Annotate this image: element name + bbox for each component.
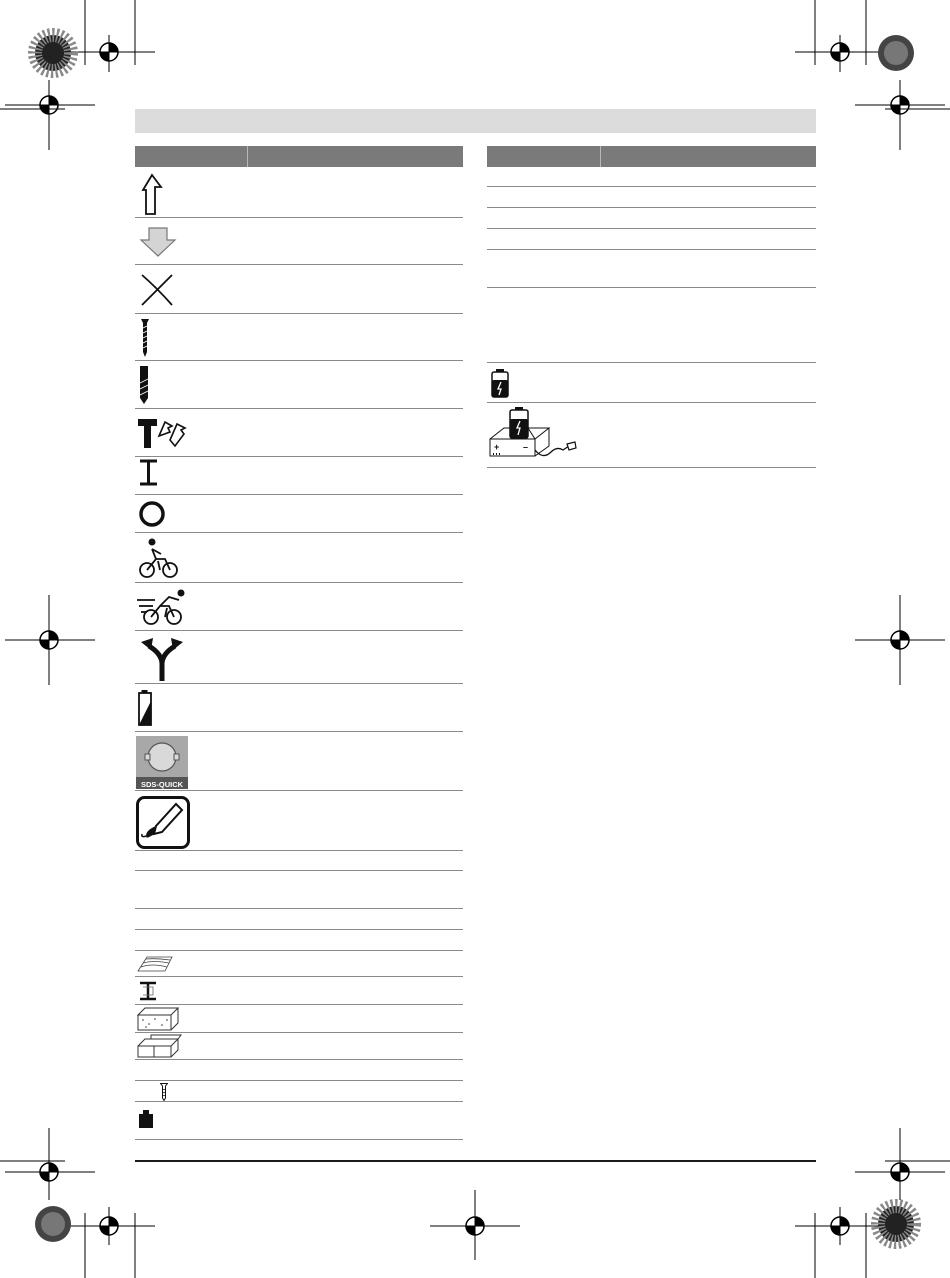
brick-material-icon [137, 1034, 183, 1058]
charger-minus-label: – [523, 442, 529, 452]
not-allowed-cross-icon [139, 272, 175, 308]
tool-insertion-arrow-icon [141, 173, 163, 217]
table-header [135, 146, 463, 167]
fast-speed-cyclist-icon [137, 588, 189, 626]
symbols-table-left [135, 146, 463, 1146]
screw-icon [140, 318, 150, 358]
table-header [487, 146, 816, 167]
wood-material-icon [137, 953, 173, 975]
slow-speed-cyclist-icon [138, 537, 178, 579]
battery-pack-icon [491, 368, 509, 398]
sds-quick-label: SDS-QUICK [140, 780, 184, 789]
rotation-direction-fork-icon [137, 636, 187, 682]
page-header-band [135, 109, 816, 133]
low-torque-icon [139, 459, 159, 487]
sds-quick-chuck-icon [136, 736, 188, 789]
battery-charge-icon [138, 689, 154, 727]
weight-icon [138, 1109, 154, 1129]
symbols-table-right [487, 146, 816, 471]
charger-with-battery-icon [489, 406, 579, 464]
footer-rule [135, 1160, 816, 1162]
drill-bit-icon [139, 365, 149, 405]
charger-plus-label: + [494, 442, 500, 452]
circle-mode-icon [138, 500, 166, 528]
steel-beam-material-icon [137, 981, 159, 1001]
tool-removal-arrow-icon [139, 226, 177, 258]
hammer-drill-mode-icon [137, 416, 189, 450]
grease-tube-icon [136, 796, 190, 849]
small-screw-icon [160, 1083, 168, 1101]
masonry-block-material-icon [137, 1007, 179, 1031]
